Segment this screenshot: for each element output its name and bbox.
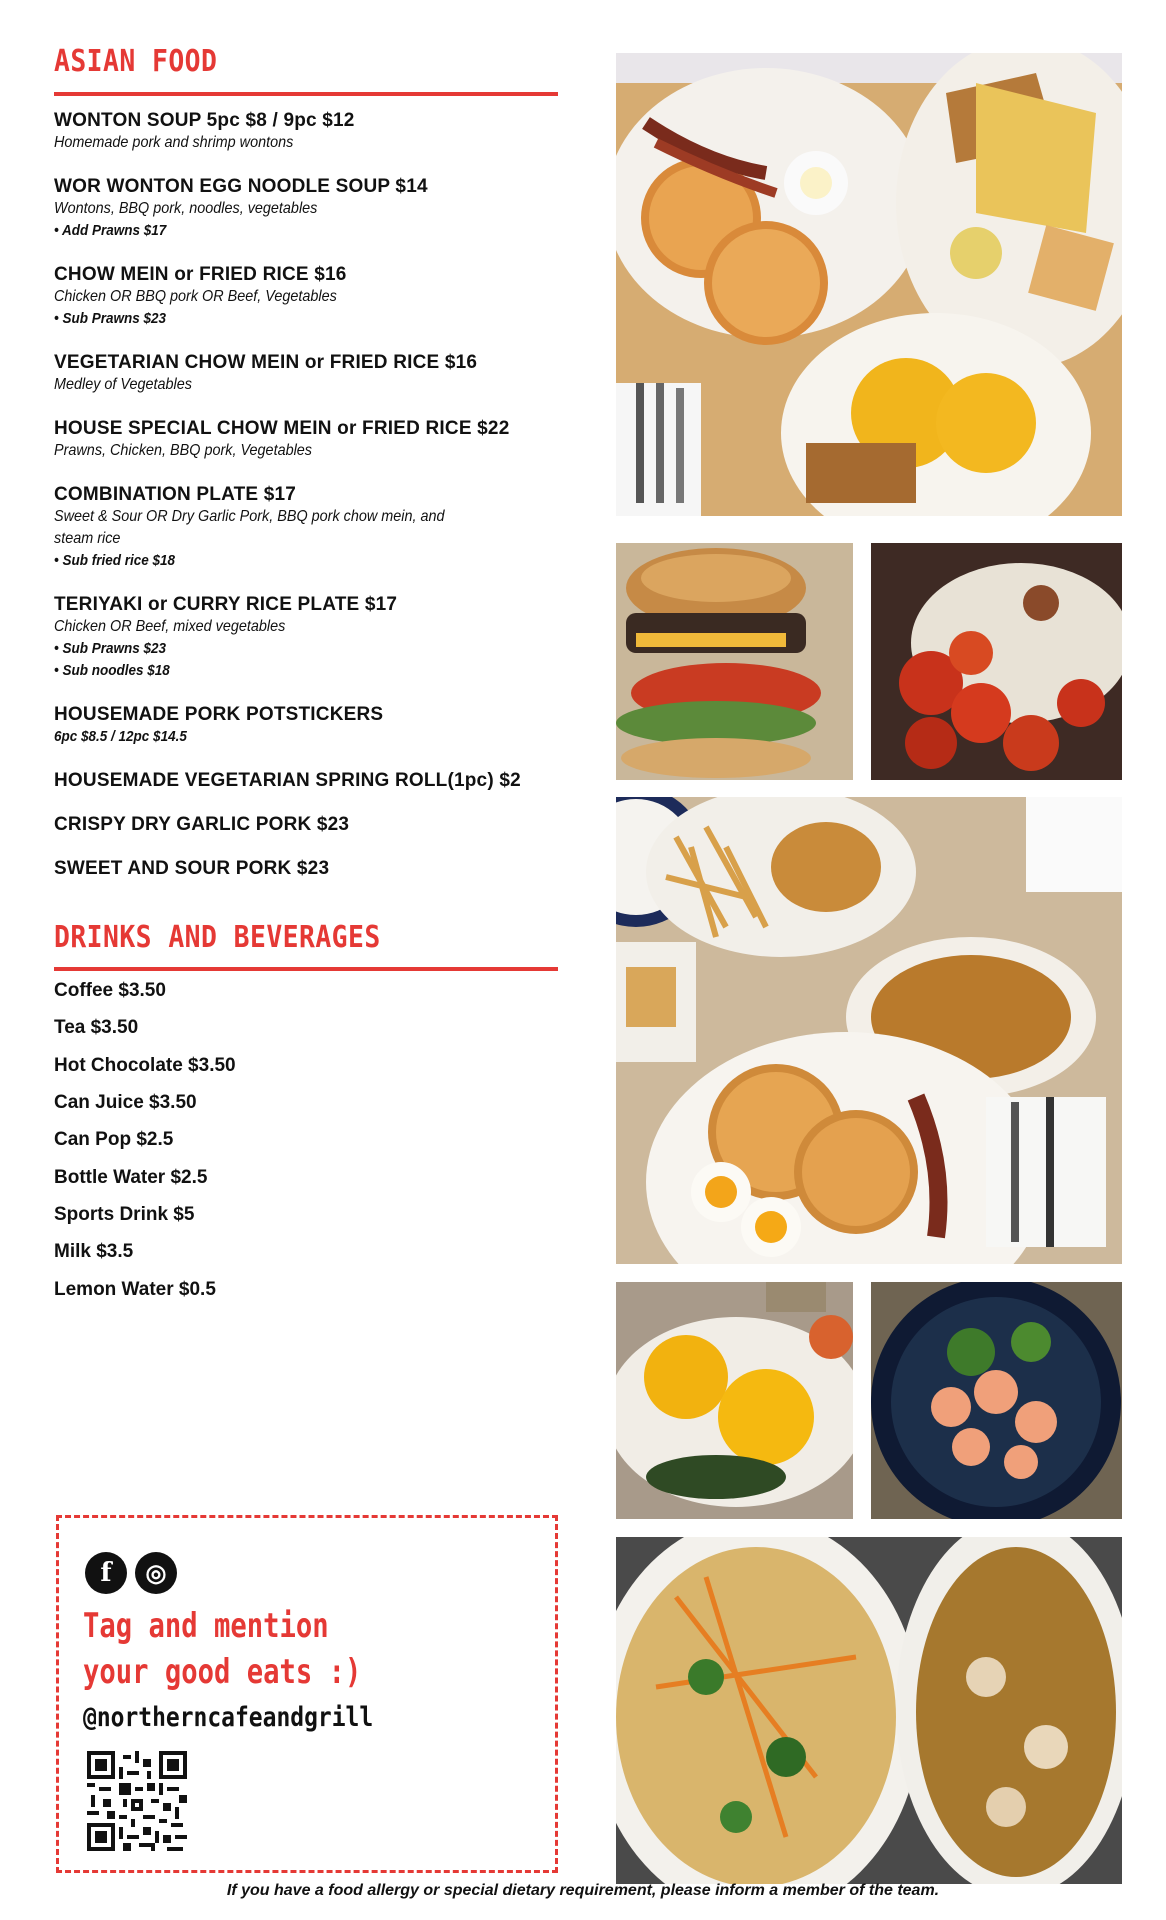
sweet-sour-pork-photo: [871, 543, 1122, 780]
menu-item-title: HOUSEMADE VEGETARIAN SPRING ROLL(1pc) $2: [54, 770, 521, 791]
drink-item: Milk $3.5: [54, 1241, 134, 1262]
menu-item-desc: Chicken OR BBQ pork OR Beef, Vegetables: [54, 288, 337, 305]
allergy-disclaimer: If you have a food allergy or special dietary requirement, please inform a member of the team.: [226, 1882, 940, 1899]
drink-item: Tea $3.50: [54, 1017, 139, 1038]
drink-item: Sports Drink $5: [54, 1204, 195, 1225]
menu-item-title: HOUSEMADE PORK POTSTICKERS: [54, 704, 384, 725]
menu-item-combination-plate: [54, 484, 574, 572]
breakfast-platter-photo: [616, 53, 1122, 516]
drink-item: Lemon Water $0.5: [54, 1279, 216, 1300]
instagram-icon[interactable]: ◎: [135, 1552, 177, 1594]
burger-photo: [616, 543, 853, 780]
social-handle[interactable]: @northerncafeandgrill: [83, 1702, 374, 1733]
menu-item-title: WONTON SOUP 5pc $8 / 9pc $12: [54, 110, 355, 131]
qr-code-icon[interactable]: [87, 1751, 187, 1851]
menu-item-title: TERIYAKI or CURRY RICE PLATE $17: [54, 594, 398, 615]
facebook-icon[interactable]: f: [85, 1552, 127, 1594]
menu-item-desc: steam rice: [54, 530, 121, 547]
menu-item-sub: • Sub Prawns $23: [54, 310, 167, 327]
menu-item-sub: • Sub Prawns $23: [54, 640, 167, 657]
menu-item-title: HOUSE SPECIAL CHOW MEIN or FRIED RICE $22: [54, 418, 510, 439]
menu-item-title: SWEET AND SOUR PORK $23: [54, 858, 330, 879]
menu-item-sub: • Add Prawns $17: [54, 222, 167, 239]
pancake-breakfast-photo: [616, 797, 1122, 1264]
menu-item-desc: Chicken OR Beef, mixed vegetables: [54, 618, 286, 635]
drink-item: Hot Chocolate $3.50: [54, 1055, 236, 1076]
drink-item: Bottle Water $2.5: [54, 1167, 208, 1188]
prawn-soup-photo: [871, 1282, 1122, 1519]
menu-item-title: COMBINATION PLATE $17: [54, 484, 297, 505]
drink-item: Coffee $3.50: [54, 980, 166, 1001]
promo-line-2: your good eats :): [83, 1652, 362, 1692]
asian-food-title: ASIAN FOOD: [54, 44, 218, 79]
menu-item-house-special: [54, 418, 574, 462]
drink-item: Can Juice $3.50: [54, 1092, 197, 1113]
menu-item-sweet-sour-pork: [54, 858, 574, 880]
menu-item-title: WOR WONTON EGG NOODLE SOUP $14: [54, 176, 428, 197]
menu-item-desc: Prawns, Chicken, BBQ pork, Vegetables: [54, 442, 312, 459]
social-promo-box: [56, 1515, 558, 1873]
menu-item-title: CRISPY DRY GARLIC PORK $23: [54, 814, 350, 835]
menu-item-chow-mein: [54, 264, 574, 330]
promo-line-1: Tag and mention: [83, 1606, 329, 1646]
menu-item-potstickers: [54, 704, 574, 748]
eggs-benedict-photo: [616, 1282, 853, 1519]
menu-item-spring-roll: [54, 770, 574, 792]
menu-item-desc: Wontons, BBQ pork, noodles, vegetables: [54, 200, 318, 217]
menu-item-sub: • Sub fried rice $18: [54, 552, 176, 569]
menu-item-wonton-soup: [54, 110, 574, 154]
chow-mein-curry-photo: [616, 1537, 1122, 1884]
menu-item-title: VEGETARIAN CHOW MEIN or FRIED RICE $16: [54, 352, 478, 373]
asian-food-rule: [54, 92, 558, 96]
menu-item-teriyaki-curry: [54, 594, 574, 682]
drink-item: Can Pop $2.5: [54, 1129, 174, 1150]
menu-item-sub: 6pc $8.5 / 12pc $14.5: [54, 728, 187, 745]
menu-item-desc: Homemade pork and shrimp wontons: [54, 134, 294, 151]
menu-item-title: CHOW MEIN or FRIED RICE $16: [54, 264, 347, 285]
menu-item-wor-wonton: [54, 176, 574, 242]
drinks-title: DRINKS AND BEVERAGES: [54, 920, 381, 955]
menu-item-vegetarian-chow-mein: [54, 352, 574, 396]
menu-item-desc: Sweet & Sour OR Dry Garlic Pork, BBQ pork chow mein, and: [54, 508, 445, 525]
menu-item-desc: Medley of Vegetables: [54, 376, 192, 393]
menu-item-dry-garlic-pork: [54, 814, 574, 836]
menu-item-sub: • Sub noodles $18: [54, 662, 170, 679]
drinks-rule: [54, 967, 558, 971]
